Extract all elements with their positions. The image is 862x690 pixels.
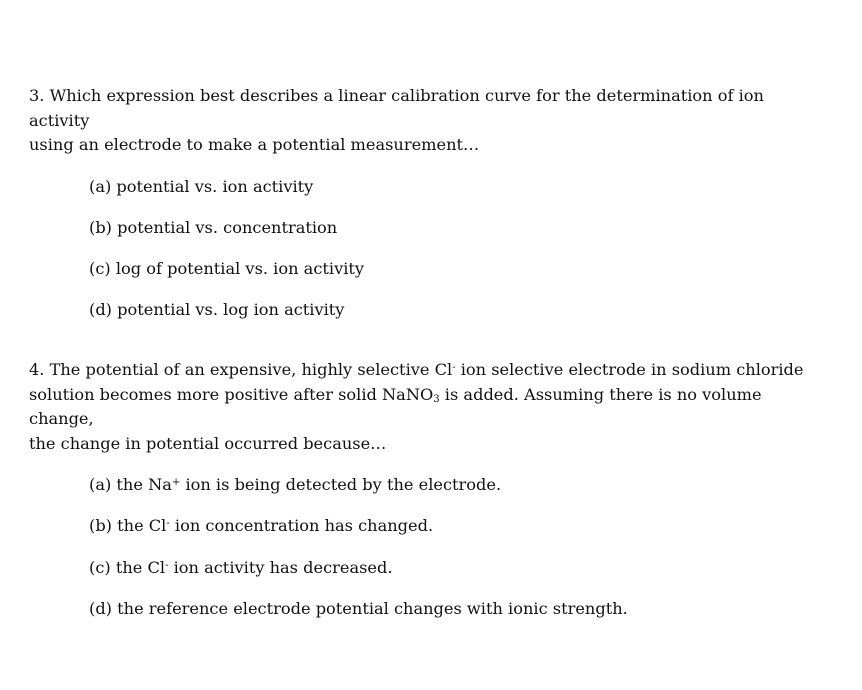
chloride-charge-superscript: - xyxy=(166,518,170,530)
question-3 xyxy=(29,84,829,340)
nitrate-subscript: 3 xyxy=(433,393,440,405)
sodium-charge-superscript: + xyxy=(171,477,181,488)
question-3-option-a: (a) potential vs. ion activity xyxy=(89,176,314,196)
option-text: ion is being detected by the electrode. xyxy=(180,475,502,494)
chloride-charge-superscript: - xyxy=(165,559,169,571)
question-4-stem-text: the change in potential occurred because… xyxy=(29,433,387,453)
option-text: (c) the Cl xyxy=(89,557,166,577)
option-text: (a) the Na xyxy=(89,475,172,494)
question-3-stem-line-2: using an electrode to make a potential measurement… xyxy=(29,135,480,154)
option-text: ion concentration has changed. xyxy=(169,516,434,536)
question-4-option-b xyxy=(89,514,829,555)
question-3-stem xyxy=(29,84,829,158)
question-3-option-c: (c) log of potential vs. ion activity xyxy=(89,259,365,279)
question-4-stem-text: 4. The potential of an expensive, highly selective Cl xyxy=(29,360,453,379)
question-3-stem-line-1: 3. Which expression best describes a linear calibration curve for the determination of ion activity xyxy=(29,86,764,130)
option-text: (b) the Cl xyxy=(89,516,167,536)
question-4-options xyxy=(89,473,829,638)
option-text: ion activity has decreased. xyxy=(168,557,393,577)
question-3-options xyxy=(89,175,829,340)
question-4-stem xyxy=(29,358,829,456)
question-4-option-c xyxy=(89,556,829,597)
question-4-option-d: (d) the reference electrode potential changes with ionic strength. xyxy=(89,598,628,618)
question-4-stem-text: ion selective electrode in sodium chloride xyxy=(455,360,804,379)
question-4 xyxy=(29,358,829,638)
question-4-stem-text: is added. Assuming there is no volume change, xyxy=(29,384,762,428)
chloride-charge-superscript: - xyxy=(452,362,456,373)
question-3-option-d: (d) potential vs. log ion activity xyxy=(89,300,345,320)
question-4-option-a xyxy=(89,473,829,514)
question-4-stem-text: solution becomes more positive after solid NaNO xyxy=(29,384,434,404)
question-3-option-b: (b) potential vs. concentration xyxy=(89,217,338,237)
